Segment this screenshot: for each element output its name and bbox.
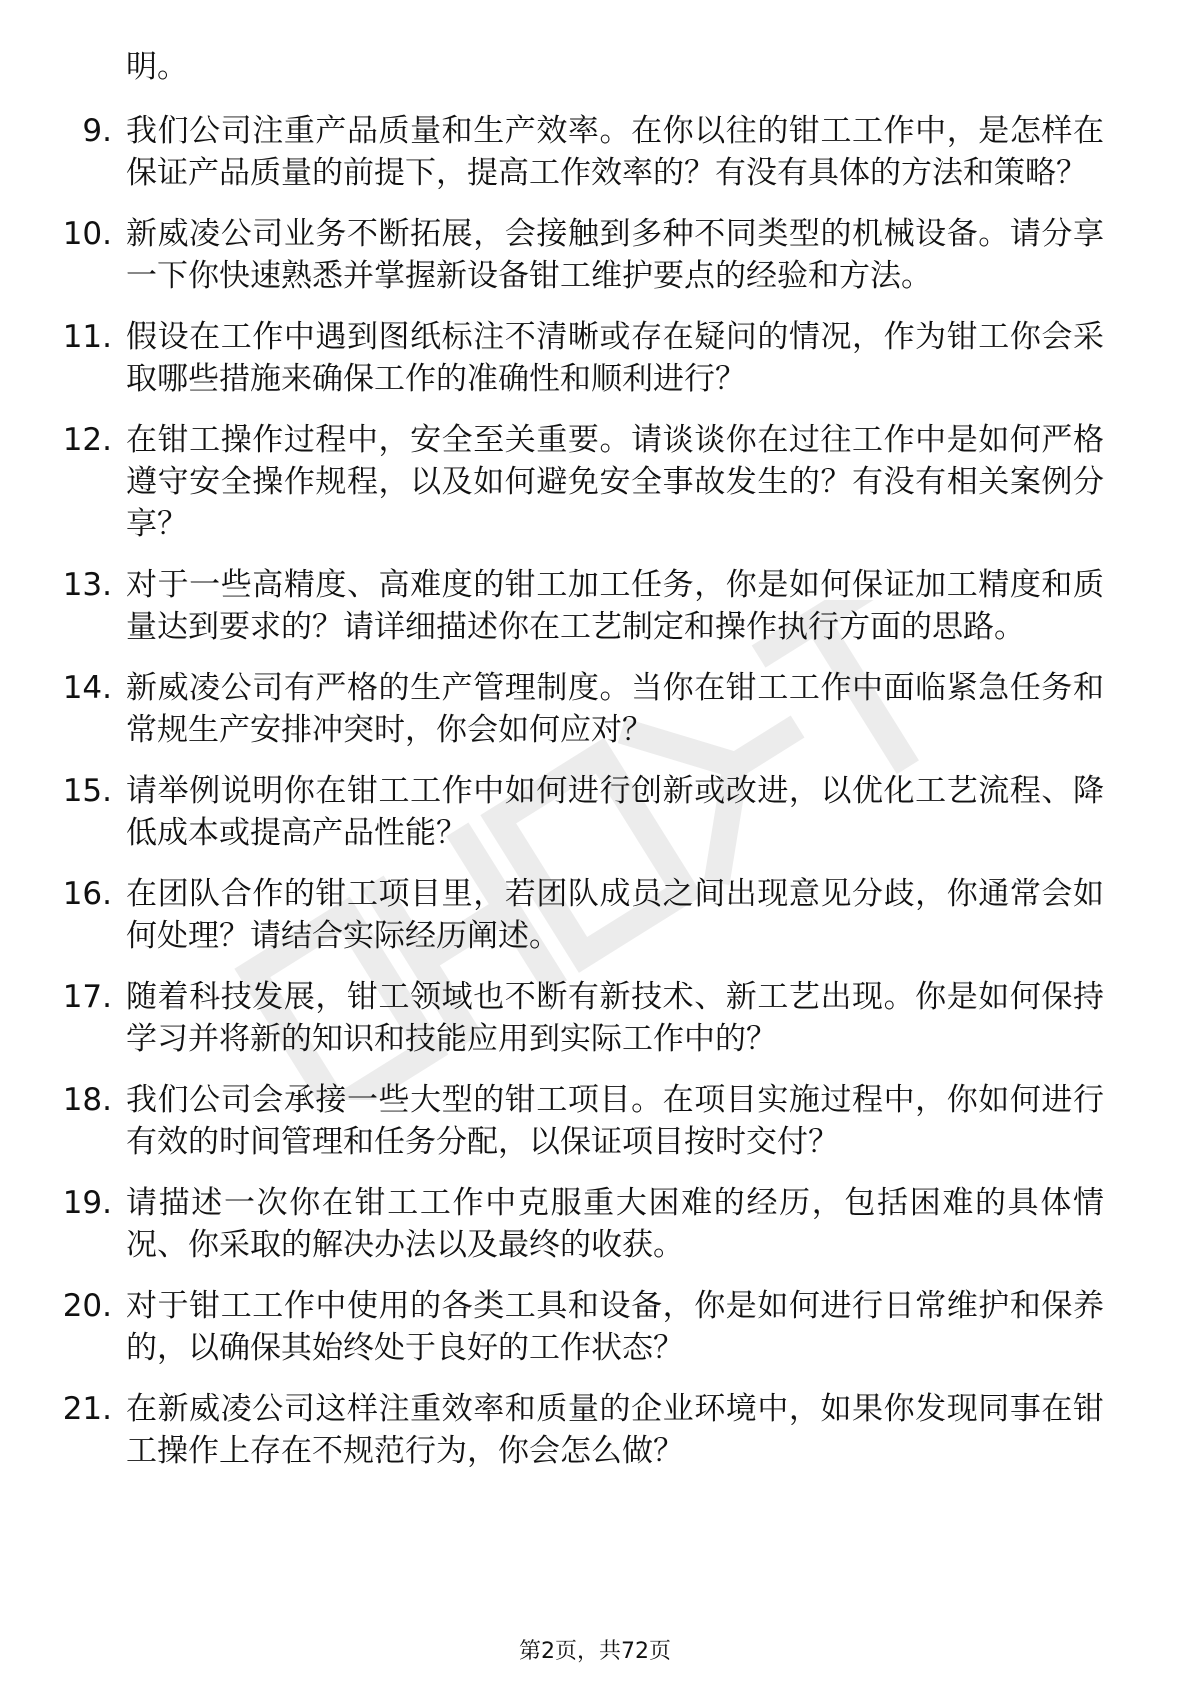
page-footer bbox=[0, 1638, 1190, 1666]
list-item bbox=[0, 1388, 1190, 1472]
question-text: 请描述一次你在钳工工作中克服重大困难的经历，包括困难的具体情况、你采取的解决办法以及最终的收获。 bbox=[126, 1185, 1104, 1263]
list-item bbox=[0, 873, 1190, 957]
list-item bbox=[0, 667, 1190, 751]
question-number: 9. bbox=[82, 113, 112, 149]
list-item bbox=[0, 770, 1190, 854]
question-number: 14. bbox=[62, 670, 112, 706]
question-text: 在新威凌公司这样注重效率和质量的企业环境中，如果你发现同事在钳工操作上存在不规范行为，你会怎么做？ bbox=[126, 1391, 1104, 1469]
question-text: 对于钳工工作中使用的各类工具和设备，你是如何进行日常维护和保养的，以确保其始终处于良好的工作状态？ bbox=[126, 1288, 1104, 1366]
question-number: 21. bbox=[62, 1391, 112, 1427]
question-number: 13. bbox=[62, 567, 112, 603]
question-text: 对于一些高精度、高难度的钳工加工任务，你是如何保证加工精度和质量达到要求的？请详细描述你在工艺制定和操作执行方面的思路。 bbox=[126, 567, 1104, 645]
question-text: 在钳工操作过程中，安全至关重要。请谈谈你在过往工作中是如何严格遵守安全操作规程，以及如何避免安全事故发生的？有没有相关案例分享？ bbox=[126, 422, 1104, 542]
question-text: 随着科技发展，钳工领域也不断有新技术、新工艺出现。你是如何保持学习并将新的知识和技能应用到实际工作中的？ bbox=[126, 979, 1104, 1057]
list-item bbox=[0, 419, 1190, 545]
question-text: 假设在工作中遇到图纸标注不清晰或存在疑问的情况，作为钳工你会采取哪些措施来确保工作的准确性和顺利进行？ bbox=[126, 319, 1104, 397]
question-list bbox=[0, 110, 1190, 1491]
question-text: 请举例说明你在钳工工作中如何进行创新或改进，以优化工艺流程、降低成本或提高产品性能？ bbox=[126, 773, 1104, 851]
question-number: 17. bbox=[62, 979, 112, 1015]
question-text: 在团队合作的钳工项目里，若团队成员之间出现意见分歧，你通常会如何处理？请结合实际经历阐述。 bbox=[126, 876, 1104, 954]
page-number-label: 第2页，共72页 bbox=[519, 1639, 671, 1664]
question-text: 新威凌公司业务不断拓展，会接触到多种不同类型的机械设备。请分享一下你快速熟悉并掌握新设备钳工维护要点的经验和方法。 bbox=[126, 216, 1104, 294]
question-number: 15. bbox=[62, 773, 112, 809]
list-item bbox=[0, 564, 1190, 648]
list-item bbox=[0, 976, 1190, 1060]
list-item bbox=[0, 1079, 1190, 1163]
question-text: 我们公司会承接一些大型的钳工项目。在项目实施过程中，你如何进行有效的时间管理和任务分配，以保证项目按时交付？ bbox=[126, 1082, 1104, 1160]
list-item bbox=[0, 213, 1190, 297]
list-item bbox=[0, 316, 1190, 400]
question-text: 新威凌公司有严格的生产管理制度。当你在钳工工作中面临紧急任务和常规生产安排冲突时，你会如何应对？ bbox=[126, 670, 1104, 748]
question-number: 12. bbox=[62, 422, 112, 458]
question-number: 10. bbox=[62, 216, 112, 252]
question-text: 我们公司注重产品质量和生产效率。在你以往的钳工工作中，是怎样在保证产品质量的前提下，提高工作效率的？有没有具体的方法和策略？ bbox=[126, 113, 1104, 191]
list-item bbox=[0, 1285, 1190, 1369]
question-number: 18. bbox=[62, 1082, 112, 1118]
question-number: 16. bbox=[62, 876, 112, 912]
question-number: 20. bbox=[62, 1288, 112, 1324]
question-number: 19. bbox=[62, 1185, 112, 1221]
continuation-text: 明。 bbox=[126, 49, 188, 85]
list-item bbox=[0, 110, 1190, 194]
list-item bbox=[0, 1182, 1190, 1266]
question-number: 11. bbox=[62, 319, 112, 355]
